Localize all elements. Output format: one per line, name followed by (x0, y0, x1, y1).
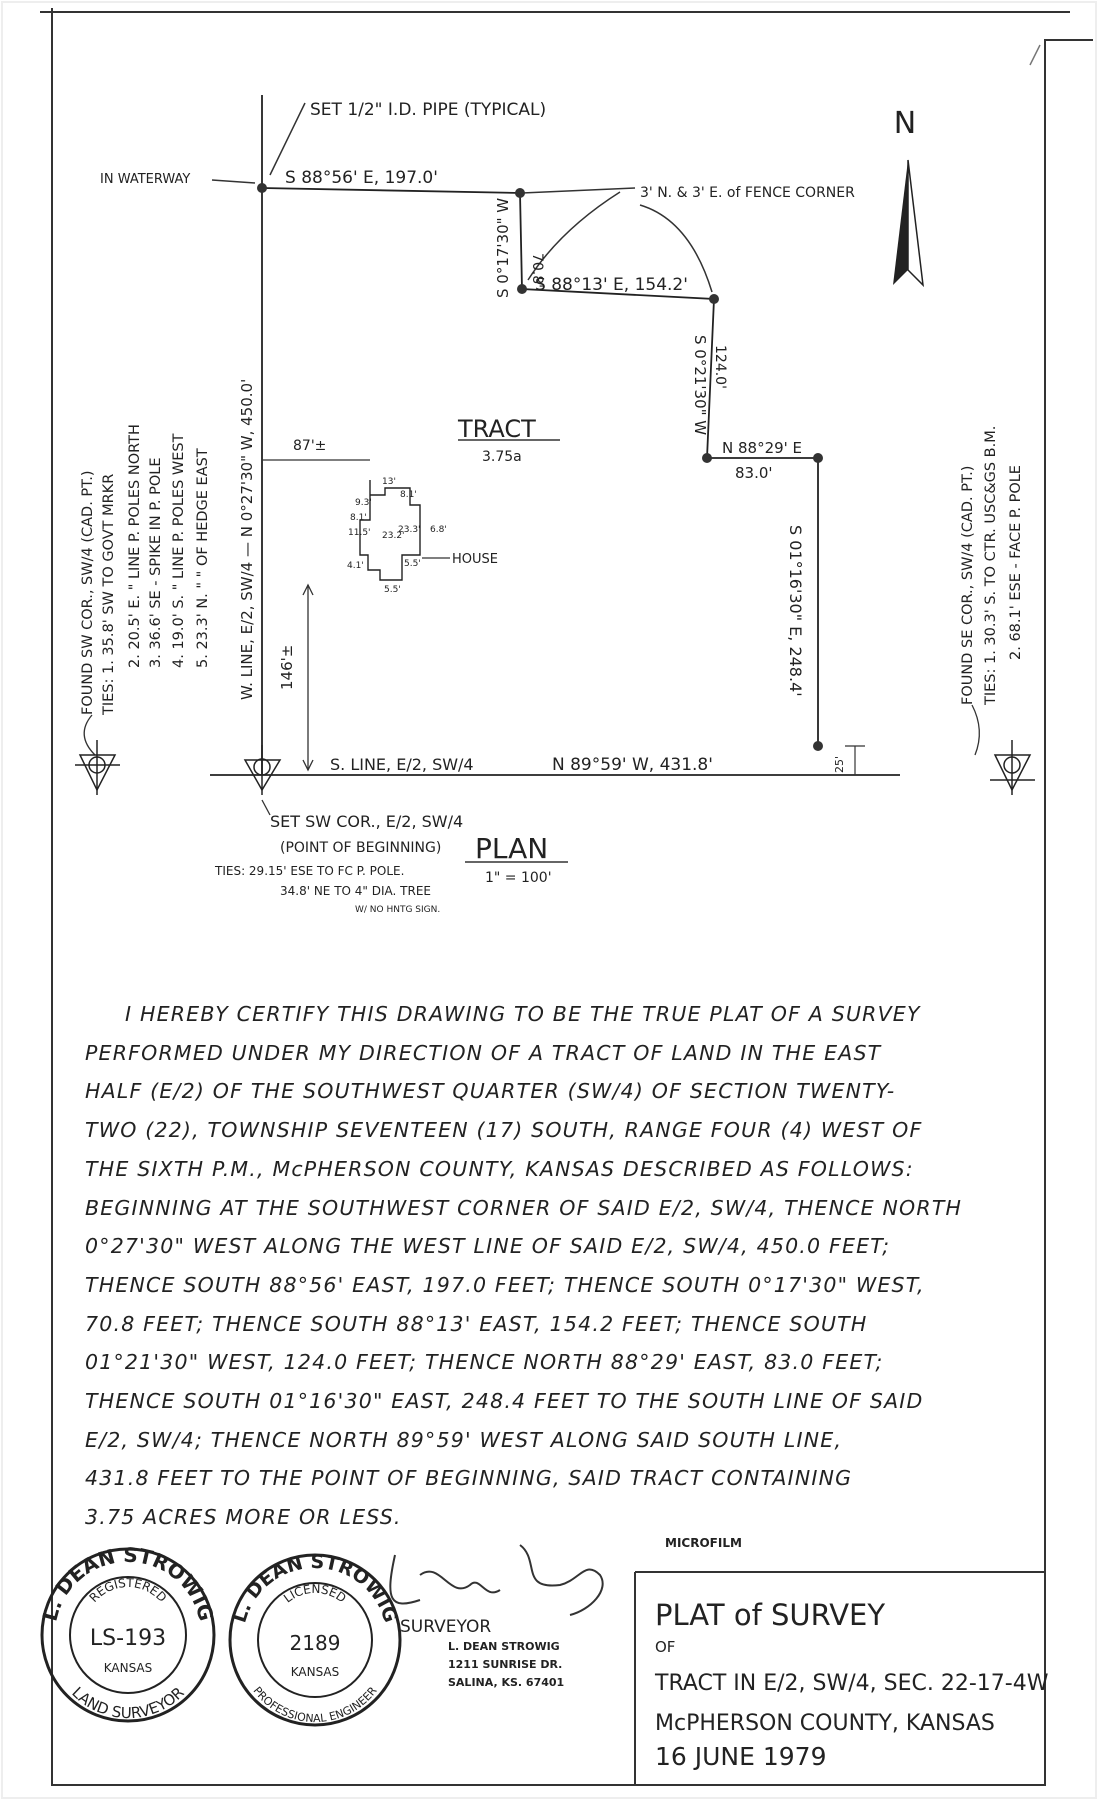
svg-text:(POINT OF BEGINNING): (POINT OF BEGINNING) (280, 840, 442, 856)
plan-scale: 1" = 100' (485, 870, 552, 886)
svg-text:11.5': 11.5' (348, 528, 371, 538)
call-south-label: S. LINE, E/2, SW/4 (330, 755, 474, 774)
svg-text:5.5': 5.5' (384, 585, 401, 595)
svg-text:34.8' NE TO 4" DIA. TREE: 34.8' NE TO 4" DIA. TREE (280, 884, 432, 898)
cert-line: THE SIXTH P.M., McPHERSON COUNTY, KANSAS DESCRIBED AS FOLLOWS: (85, 1156, 914, 1181)
cert-line: BEGINNING AT THE SOUTHWEST CORNER OF SAID E/2, SW/4, THENCE NORTH (85, 1195, 963, 1220)
call-leg4-dist: 124.0' (712, 345, 728, 389)
svg-text:PROFESSIONAL ENGINEER: PROFESSIONAL ENGINEER (250, 1684, 380, 1726)
svg-text:LICENSED: LICENSED (281, 1581, 349, 1606)
svg-text:FOUND SW COR., SW/4 (CAD. PT.): FOUND SW COR., SW/4 (CAD. PT.) (80, 470, 96, 715)
found-sw-corner-text (80, 424, 211, 716)
dim-25-line (845, 746, 865, 775)
dim-87: 87'± (293, 438, 327, 454)
svg-text:5. 23.3' N. " " OF HEDGE EAST: 5. 23.3' N. " " OF HEDGE EAST (195, 448, 211, 668)
found-se-corner-monument-icon (990, 740, 1035, 795)
svg-text:L. DEAN STROWIG: L. DEAN STROWIG (228, 1550, 402, 1626)
svg-text:8.1': 8.1' (350, 513, 367, 523)
certification-text (85, 995, 1075, 1537)
dim-146: 146'± (278, 644, 296, 690)
title-line2: OF (655, 1638, 676, 1656)
house-label: HOUSE (452, 552, 498, 567)
title-line1: PLAT of SURVEY (655, 1598, 886, 1632)
cert-line: 431.8 FEET TO THE POINT OF BEGINNING, SAID TRACT CONTAINING (85, 1466, 853, 1491)
call-leg3: S 88°13' E, 154.2' (535, 275, 688, 295)
cert-line: THENCE SOUTH 01°16'30" EAST, 248.4 FEET TO THE SOUTH LINE OF SAID (85, 1389, 924, 1414)
svg-text:2. 20.5' E. " LINE P. POLES NO: 2. 20.5' E. " LINE P. POLES NORTH (127, 424, 143, 668)
in-waterway-label: IN WATERWAY (100, 172, 191, 187)
svg-text:KANSAS: KANSAS (290, 1665, 340, 1679)
call-leg5-dist: 83.0' (735, 464, 773, 482)
signature-address2: SALINA, KS. 67401 (448, 1676, 565, 1689)
pe-seal (228, 1551, 401, 1725)
call-leg2-bearing: S 0°17'30" W (494, 197, 512, 298)
svg-text:TIES: 1. 35.8' SW TO GOVT MRKR: TIES: 1. 35.8' SW TO GOVT MRKR (101, 473, 117, 715)
cert-line: 3.75 ACRES MORE OR LESS. (85, 1505, 402, 1530)
cert-line: I HEREBY CERTIFY THIS DRAWING TO BE THE TRUE PLAT OF A SURVEY (125, 1002, 921, 1026)
cert-line: THENCE SOUTH 88°56' EAST, 197.0 FEET; THENCE SOUTH 0°17'30" WEST, (85, 1272, 925, 1297)
set-sw-corner-text (214, 812, 463, 915)
call-leg2-dist: 70.8' (529, 252, 545, 288)
ls-seal (38, 1543, 219, 1722)
svg-text:TIES: 29.15' ESE TO FC P. POLE: TIES: 29.15' ESE TO FC P. POLE. (215, 864, 405, 878)
svg-text:23.3': 23.3' (398, 525, 421, 535)
signature-image (390, 1545, 602, 1615)
title-line4: McPHERSON COUNTY, KANSAS (655, 1711, 995, 1736)
title-line5: 16 JUNE 1979 (655, 1742, 827, 1771)
svg-text:LAND SURVEYOR: LAND SURVEYOR (68, 1683, 188, 1723)
svg-text:5.5': 5.5' (404, 559, 421, 569)
fence-corner-note: 3' N. & 3' E. of FENCE CORNER (640, 185, 855, 201)
cert-line: HALF (E/2) OF THE SOUTHWEST QUARTER (SW/4) OF SECTION TWENTY- (85, 1079, 896, 1104)
svg-text:23.2': 23.2' (382, 531, 405, 541)
call-west: W. LINE, E/2, SW/4 — N 0°27'30" W, 450.0' (238, 378, 256, 700)
signature-address1: 1211 SUNRISE DR. (448, 1658, 563, 1671)
cert-line: TWO (22), TOWNSHIP SEVENTEEN (17) SOUTH, RANGE FOUR (4) WEST OF (85, 1118, 923, 1143)
cert-line: PERFORMED UNDER MY DIRECTION OF A TRACT OF LAND IN THE EAST (85, 1040, 882, 1065)
svg-text:9.3': 9.3' (355, 498, 372, 508)
svg-text:REGISTERED: REGISTERED (86, 1575, 170, 1605)
call-leg5-bearing: N 88°29' E (722, 439, 803, 457)
set-sw-corner-monument-icon (245, 745, 280, 795)
title-line3: TRACT IN E/2, SW/4, SEC. 22-17-4W (655, 1671, 1049, 1696)
svg-text:KANSAS: KANSAS (103, 1661, 153, 1675)
call-south: N 89°59' W, 431.8' (552, 755, 713, 775)
svg-text:6.8': 6.8' (430, 525, 447, 535)
svg-text:8.1': 8.1' (400, 490, 417, 500)
svg-text:SET SW COR., E/2, SW/4: SET SW COR., E/2, SW/4 (270, 812, 464, 831)
svg-text:2. 68.1' ESE - FACE P. POLE: 2. 68.1' ESE - FACE P. POLE (1008, 465, 1024, 660)
cert-line: 01°21'30" WEST, 124.0 FEET; THENCE NORTH 88°29' EAST, 83.0 FEET; (85, 1350, 884, 1375)
cert-line: 0°27'30" WEST ALONG THE WEST LINE OF SAID E/2, SW/4, 450.0 FEET; (85, 1234, 891, 1259)
found-sw-corner-monument-icon (75, 740, 120, 795)
svg-text:FOUND SE COR., SW/4 (CAD. PT.): FOUND SE COR., SW/4 (CAD. PT.) (960, 465, 976, 705)
svg-text:2189: 2189 (289, 1631, 341, 1655)
call-top: S 88°56' E, 197.0' (285, 168, 438, 188)
svg-text:13': 13' (382, 477, 396, 487)
signature-role: SURVEYOR (400, 1617, 492, 1637)
plan-title: PLAN (475, 832, 549, 865)
svg-text:TIES: 1. 30.3' S. TO CTR. USC&: TIES: 1. 30.3' S. TO CTR. USC&GS B.M. (983, 425, 999, 705)
tract-label: TRACT (458, 415, 536, 443)
house-dims (347, 477, 447, 595)
north-arrow-icon (893, 160, 923, 285)
dim-25: 25' (833, 755, 846, 773)
svg-text:LS-193: LS-193 (89, 1626, 167, 1651)
tract-area: 3.75a (482, 449, 522, 465)
svg-text:3. 36.6' SE - SPIKE IN P. POLE: 3. 36.6' SE - SPIKE IN P. POLE (148, 457, 164, 668)
svg-text:4.1': 4.1' (347, 561, 364, 571)
svg-text:W/ NO HNTG SIGN.: W/ NO HNTG SIGN. (355, 905, 441, 915)
svg-text:4. 19.0' S. " LINE P. POLES WE: 4. 19.0' S. " LINE P. POLES WEST (171, 433, 187, 668)
call-leg4-bearing: S 0°21'30" W (691, 335, 709, 436)
north-label: N (893, 106, 917, 141)
pipe-note-leader (270, 103, 305, 175)
found-se-corner-text (960, 426, 1024, 706)
microfilm-stamp: MICROFILM (665, 1536, 742, 1550)
signature-name: L. DEAN STROWIG (448, 1640, 560, 1653)
svg-text:L. DEAN STROWIG: L. DEAN STROWIG (37, 1542, 219, 1624)
pipe-note: SET 1/2" I.D. PIPE (TYPICAL) (310, 100, 547, 120)
call-east: S 01°16'30" E, 248.4' (786, 525, 805, 697)
dim-146-line (303, 585, 313, 770)
cert-line: E/2, SW/4; THENCE NORTH 89°59' WEST ALONG SAID SOUTH LINE, (85, 1427, 843, 1452)
cert-line: 70.8 FEET; THENCE SOUTH 88°13' EAST, 154.2 FEET; THENCE SOUTH (85, 1311, 868, 1336)
